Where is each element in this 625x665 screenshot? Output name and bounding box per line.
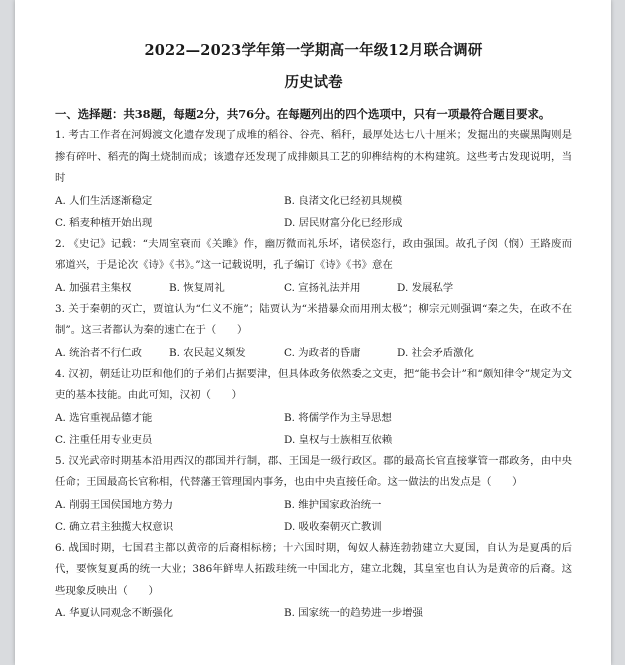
options: [55, 494, 572, 538]
question-stem: 4. 汉初，朝廷让功臣和他们的子弟们占据要津，但具体政务依然委之文吏，把“能书会计”和“颇知律令”规定为文吏的基本技能。由此可知，汉初（ ）: [55, 367, 572, 401]
question-5: [55, 451, 572, 538]
option-a: A. 华夏认同观念不断强化: [55, 607, 174, 619]
option-d: D. 社会矛盾激化: [397, 346, 474, 359]
document-page: [15, 0, 611, 665]
option-c: C. 确立君主独揽大权意识: [55, 520, 174, 533]
option-d: D. 发展私学: [397, 281, 454, 294]
options: [55, 342, 572, 364]
question-stem: 3. 关于秦朝的灭亡，贾谊认为“仁义不施”；陆贾认为“米措暴众而用刑太极”；柳宗元则强调“秦之失，在政不在制”。这三者都认为秦的速亡在于（ ）: [55, 302, 572, 336]
option-b: B. 农民起义频发: [169, 346, 246, 359]
question-3: [55, 299, 572, 364]
option-b: B. 良渚文化已经初具规模: [284, 194, 403, 207]
option-c: C. 为政者的昏庸: [284, 346, 361, 359]
exam-title: 2022—2023学年第一学期高一年级12月联合调研: [144, 42, 483, 59]
option-b: B. 恢复周礼: [169, 281, 225, 294]
question-stem: 6. 战国时期，七国君主都以黄帝的后裔相标榜；十六国时期，匈奴人赫连勃勃建立大夏国，自认为是夏禹的后代，要恢复夏禹的统一大业；386年鲜卑人拓跋珪统一中国北方，建立北魏，其皇室也自认为是黄帝的后裔。这些现象反映出（ ）: [55, 541, 572, 597]
question-stem: 1. 考古工作者在河姆渡文化遗存发现了成堆的稻谷、谷壳、稻秆，最厚处达七八十厘米；发掘出的夹碳黑陶则是掺有碎叶、稻壳的陶土烧制而成；该遗存还发现了成排颇具工艺的卯榫结构的木构建筑。这些考古发现说明，当时: [55, 129, 572, 184]
option-d: D. 皇权与士族相互依赖: [284, 433, 393, 446]
option-b: B. 将儒学作为主导思想: [284, 411, 392, 424]
question-1: [55, 125, 572, 234]
option-a: A. 加强君主集权: [55, 281, 132, 294]
option-a: A. 人们生活逐渐稳定: [55, 194, 153, 207]
document-content: [55, 40, 572, 624]
options: [55, 602, 572, 624]
question-6: [55, 538, 572, 625]
option-b: B. 国家统一的趋势进一步增强: [284, 607, 423, 619]
options: [55, 277, 572, 299]
question-2: [55, 234, 572, 299]
question-stem: 2. 《史记》记载：“夫周室衰而《关雎》作，幽厉微而礼乐坏，诸侯恣行，政由强国。故孔子闵（悯）王路废而邪道兴，于是论次《诗》《书》。”这一记载说明，孔子编订《诗》《书》意在: [55, 237, 572, 271]
question-stem: 5. 汉光武帝时期基本沿用西汉的郡国并行制，郡、王国是一级行政区。郡的最高长官直接掌管一郡政务，由中央任命；王国最高长官称相，代替藩王管理国内事务，也由中央直接任命。这一做法的出发点是（ ）: [55, 454, 572, 488]
option-b: B. 维护国家政治统一: [284, 498, 382, 511]
options: [55, 190, 572, 234]
option-d: D. 居民财富分化已经形成: [284, 216, 403, 229]
option-c: C. 宣扬礼法并用: [284, 281, 361, 294]
option-a: A. 统治者不行仁政: [55, 346, 142, 359]
question-4: [55, 364, 572, 451]
option-a: A. 削弱王国侯国地方势力: [55, 498, 174, 511]
section-heading: 一、选择题：共38题，每题2分，共76分。在每题列出的四个选项中，只有一项最符合题目要求。: [55, 107, 551, 121]
option-c: C. 注重任用专业吏员: [55, 433, 153, 446]
option-d: D. 吸收秦朝灭亡教训: [284, 520, 382, 533]
option-a: A. 选官重视品德才能: [55, 411, 153, 424]
exam-subtitle: 历史试卷: [284, 74, 343, 91]
options: [55, 407, 572, 451]
option-c: C. 稻麦种植开始出现: [55, 216, 153, 229]
